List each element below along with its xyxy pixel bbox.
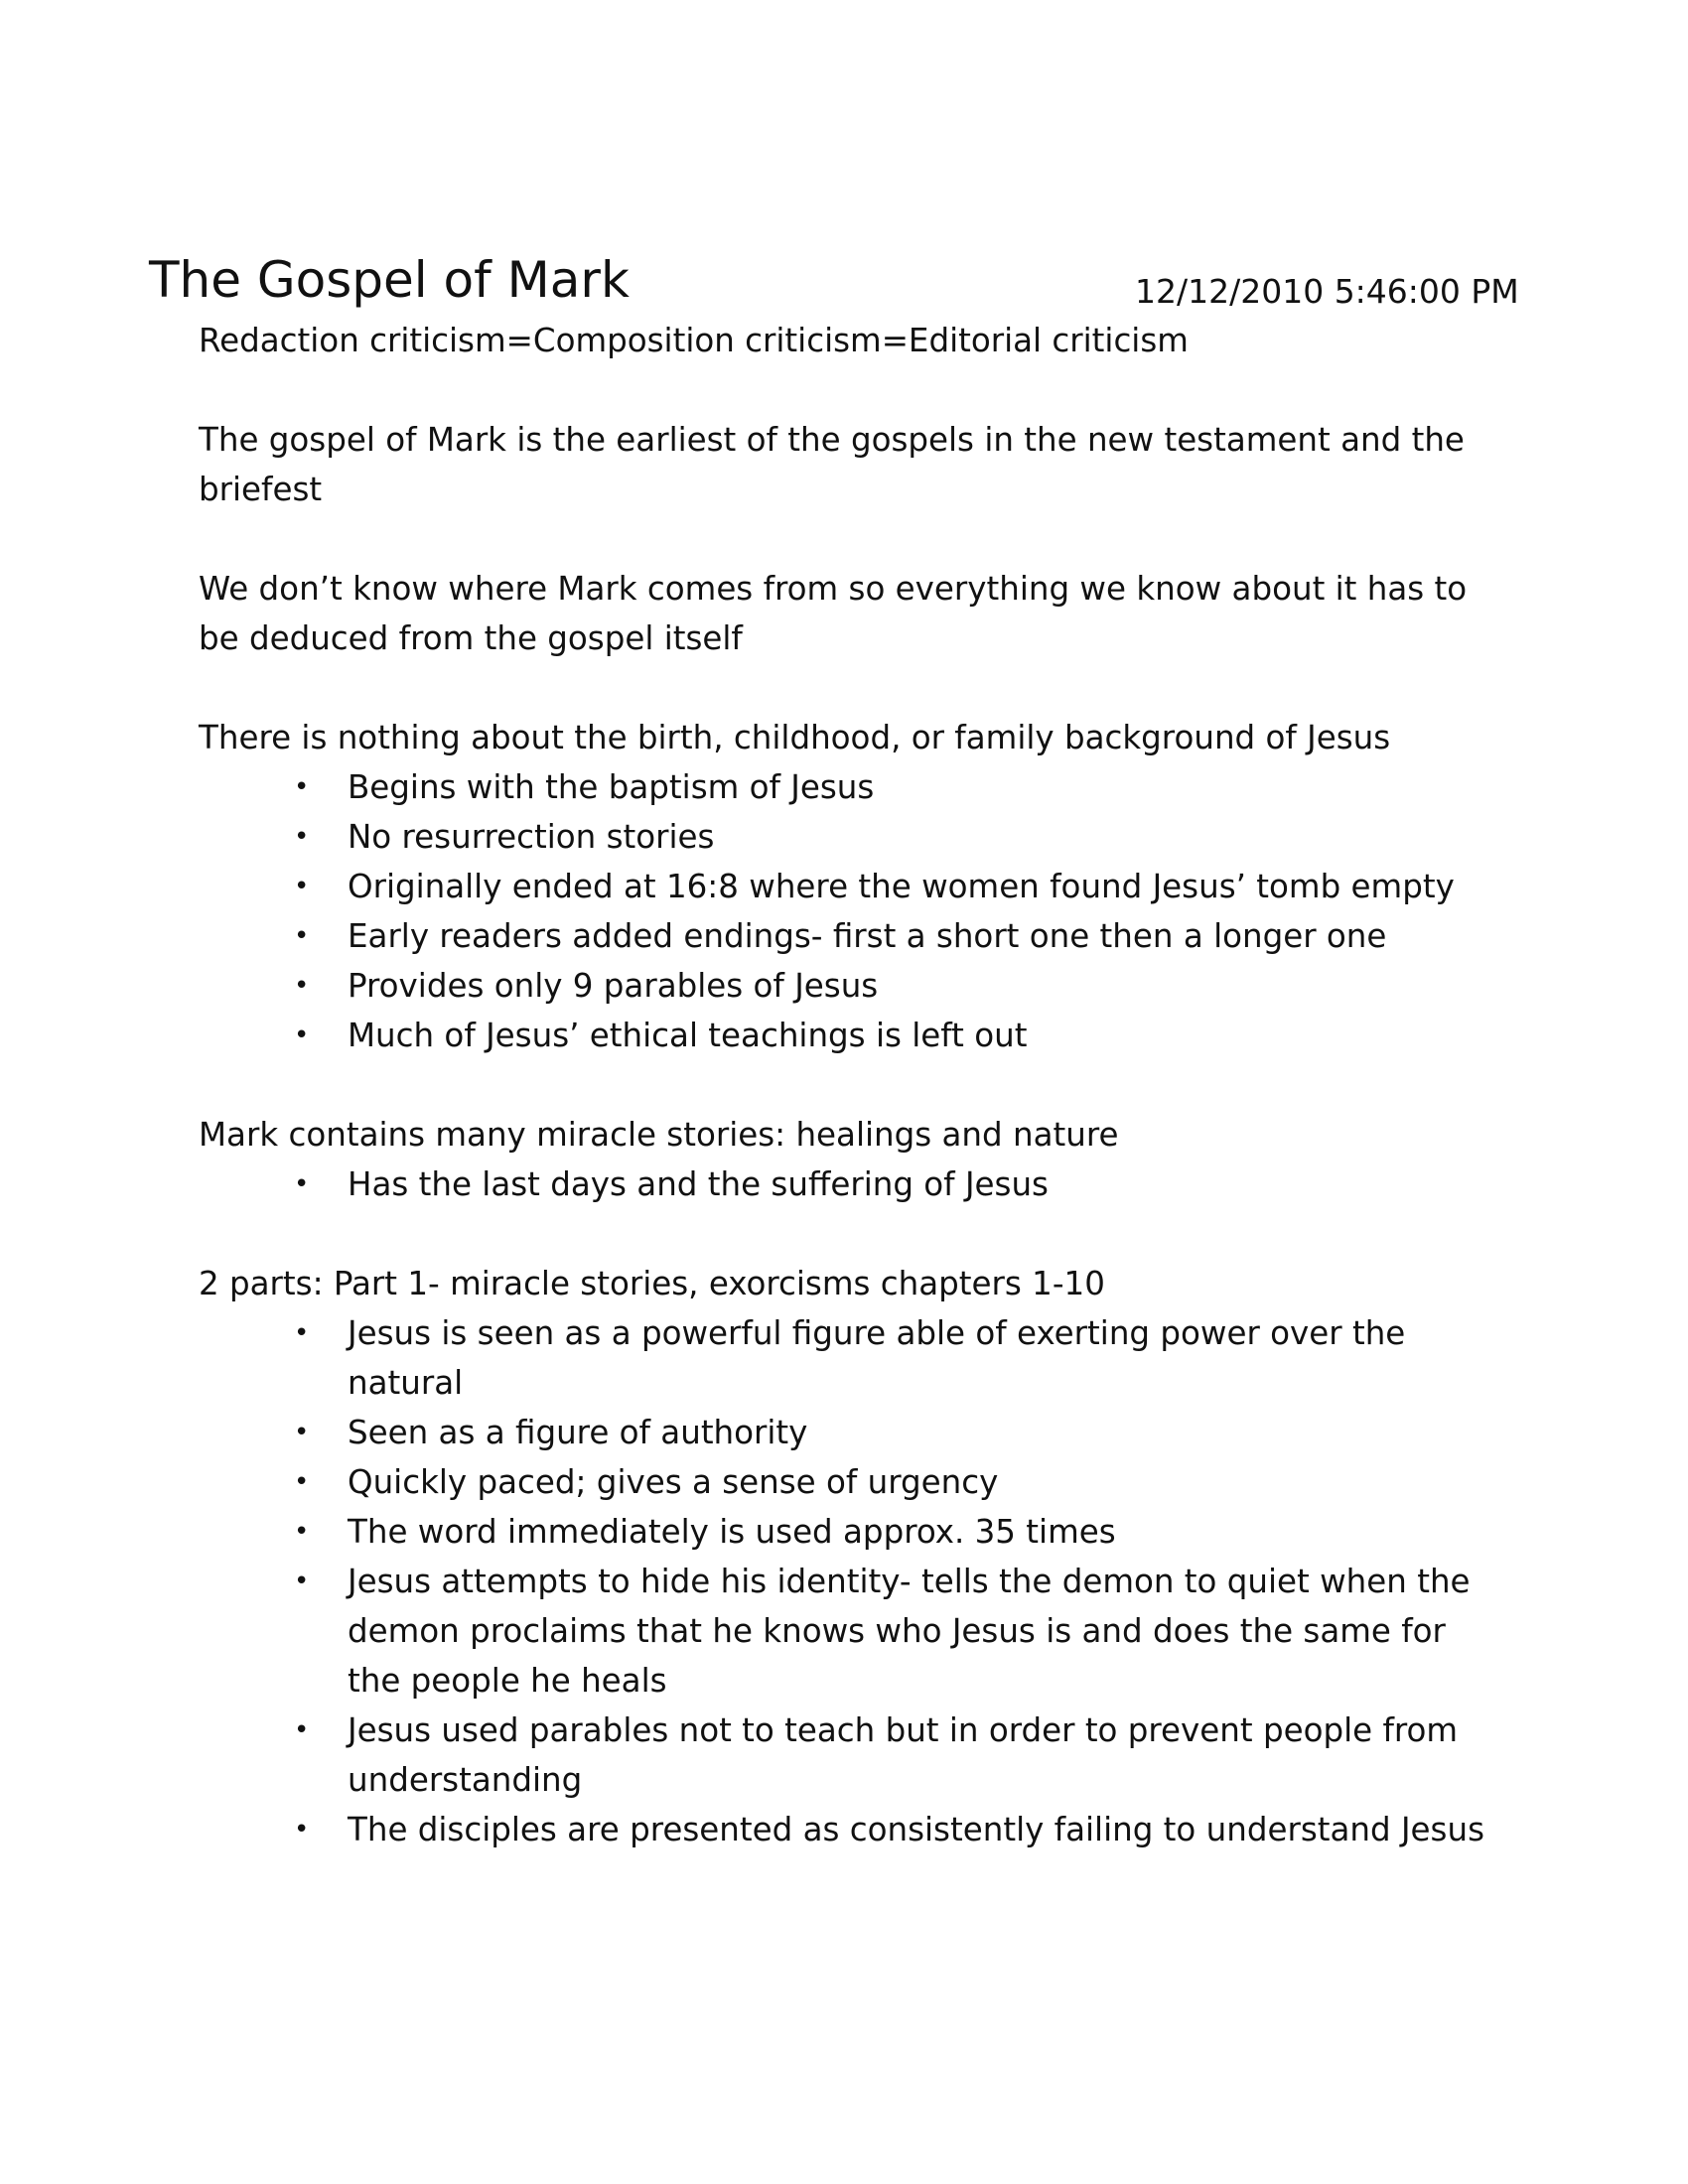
bullet-icon: •: [294, 822, 310, 852]
list-item-text: The disciples are presented as consistently failing to understand Jesus: [348, 1811, 1485, 1848]
list-item-text: Jesus is seen as a powerful figure able of exerting power over the natural: [348, 1314, 1406, 1402]
list-item-text: No resurrection stories: [348, 818, 715, 856]
paragraph-gap: [199, 514, 1489, 564]
document-title: The Gospel of Mark: [149, 251, 630, 309]
list-item: [199, 1011, 1489, 1060]
bullet-list-gospel-features: [199, 762, 1489, 1060]
list-item: [199, 812, 1489, 862]
bullet-list-last-days: [199, 1160, 1489, 1209]
paragraph-no-birth-story: There is nothing about the birth, childhood, or family background of Jesus: [199, 719, 1391, 756]
bullet-icon: •: [294, 921, 310, 951]
list-item-text: Has the last days and the suffering of Jesus: [348, 1165, 1049, 1203]
paragraph-gap: [199, 1209, 1489, 1259]
list-item-text: Provides only 9 parables of Jesus: [348, 967, 879, 1005]
list-item: [199, 1507, 1489, 1557]
bullet-icon: •: [294, 772, 310, 802]
paragraph-earliest-gospel: The gospel of Mark is the earliest of the gospels in the new testament and the briefest: [199, 421, 1465, 508]
bullet-icon: •: [294, 1467, 310, 1497]
list-item-text: Originally ended at 16:8 where the women found Jesus’ tomb empty: [348, 868, 1455, 905]
list-item: [199, 762, 1489, 812]
bullet-icon: •: [294, 1567, 310, 1596]
bullet-icon: •: [294, 1318, 310, 1348]
paragraph-origin-unknown: We don’t know where Mark comes from so everything we know about it has to be deduced from the gospel itself: [199, 570, 1468, 657]
paragraph-miracle-stories: Mark contains many miracle stories: healings and nature: [199, 1116, 1119, 1154]
list-item: [199, 1308, 1489, 1408]
bullet-icon: •: [294, 1021, 310, 1050]
list-item-text: The word immediately is used approx. 35 times: [348, 1513, 1116, 1551]
paragraph-gap: [199, 663, 1489, 713]
list-item: [199, 862, 1489, 911]
paragraph-two-parts: 2 parts: Part 1- miracle stories, exorcisms chapters 1-10: [199, 1265, 1105, 1302]
document-timestamp: 12/12/2010 5:46:00 PM: [1135, 272, 1519, 311]
list-item: [199, 1557, 1489, 1706]
bullet-icon: •: [294, 872, 310, 901]
list-item: [199, 1706, 1489, 1805]
bullet-icon: •: [294, 1418, 310, 1447]
list-item-text: Jesus used parables not to teach but in order to prevent people from understanding: [348, 1711, 1459, 1799]
list-item: [199, 1805, 1489, 1854]
list-item: [199, 1457, 1489, 1507]
bullet-icon: •: [294, 1815, 310, 1844]
bullet-icon: •: [294, 1169, 310, 1199]
list-item-text: Much of Jesus’ ethical teachings is left out: [348, 1017, 1028, 1054]
list-item-text: Begins with the baptism of Jesus: [348, 768, 875, 806]
paragraph-gap: [199, 1060, 1489, 1110]
list-item: [199, 1408, 1489, 1457]
list-item-text: Early readers added endings- first a short one then a longer one: [348, 917, 1387, 955]
list-item-text: Seen as a figure of authority: [348, 1414, 808, 1451]
bullet-icon: •: [294, 1715, 310, 1745]
list-item: [199, 911, 1489, 961]
bullet-icon: •: [294, 971, 310, 1001]
document-body: [199, 316, 1489, 1854]
list-item-text: Quickly paced; gives a sense of urgency: [348, 1463, 999, 1501]
bullet-list-part-one: [199, 1308, 1489, 1854]
paragraph-gap: [199, 365, 1489, 415]
list-item-text: Jesus attempts to hide his identity- tells the demon to quiet when the demon proclaims that he knows who Jesus is and does the same for the people he heals: [348, 1563, 1471, 1700]
bullet-icon: •: [294, 1517, 310, 1547]
list-item: [199, 1160, 1489, 1209]
subtitle-line: Redaction criticism=Composition criticism=Editorial criticism: [199, 322, 1189, 359]
list-item: [199, 961, 1489, 1011]
